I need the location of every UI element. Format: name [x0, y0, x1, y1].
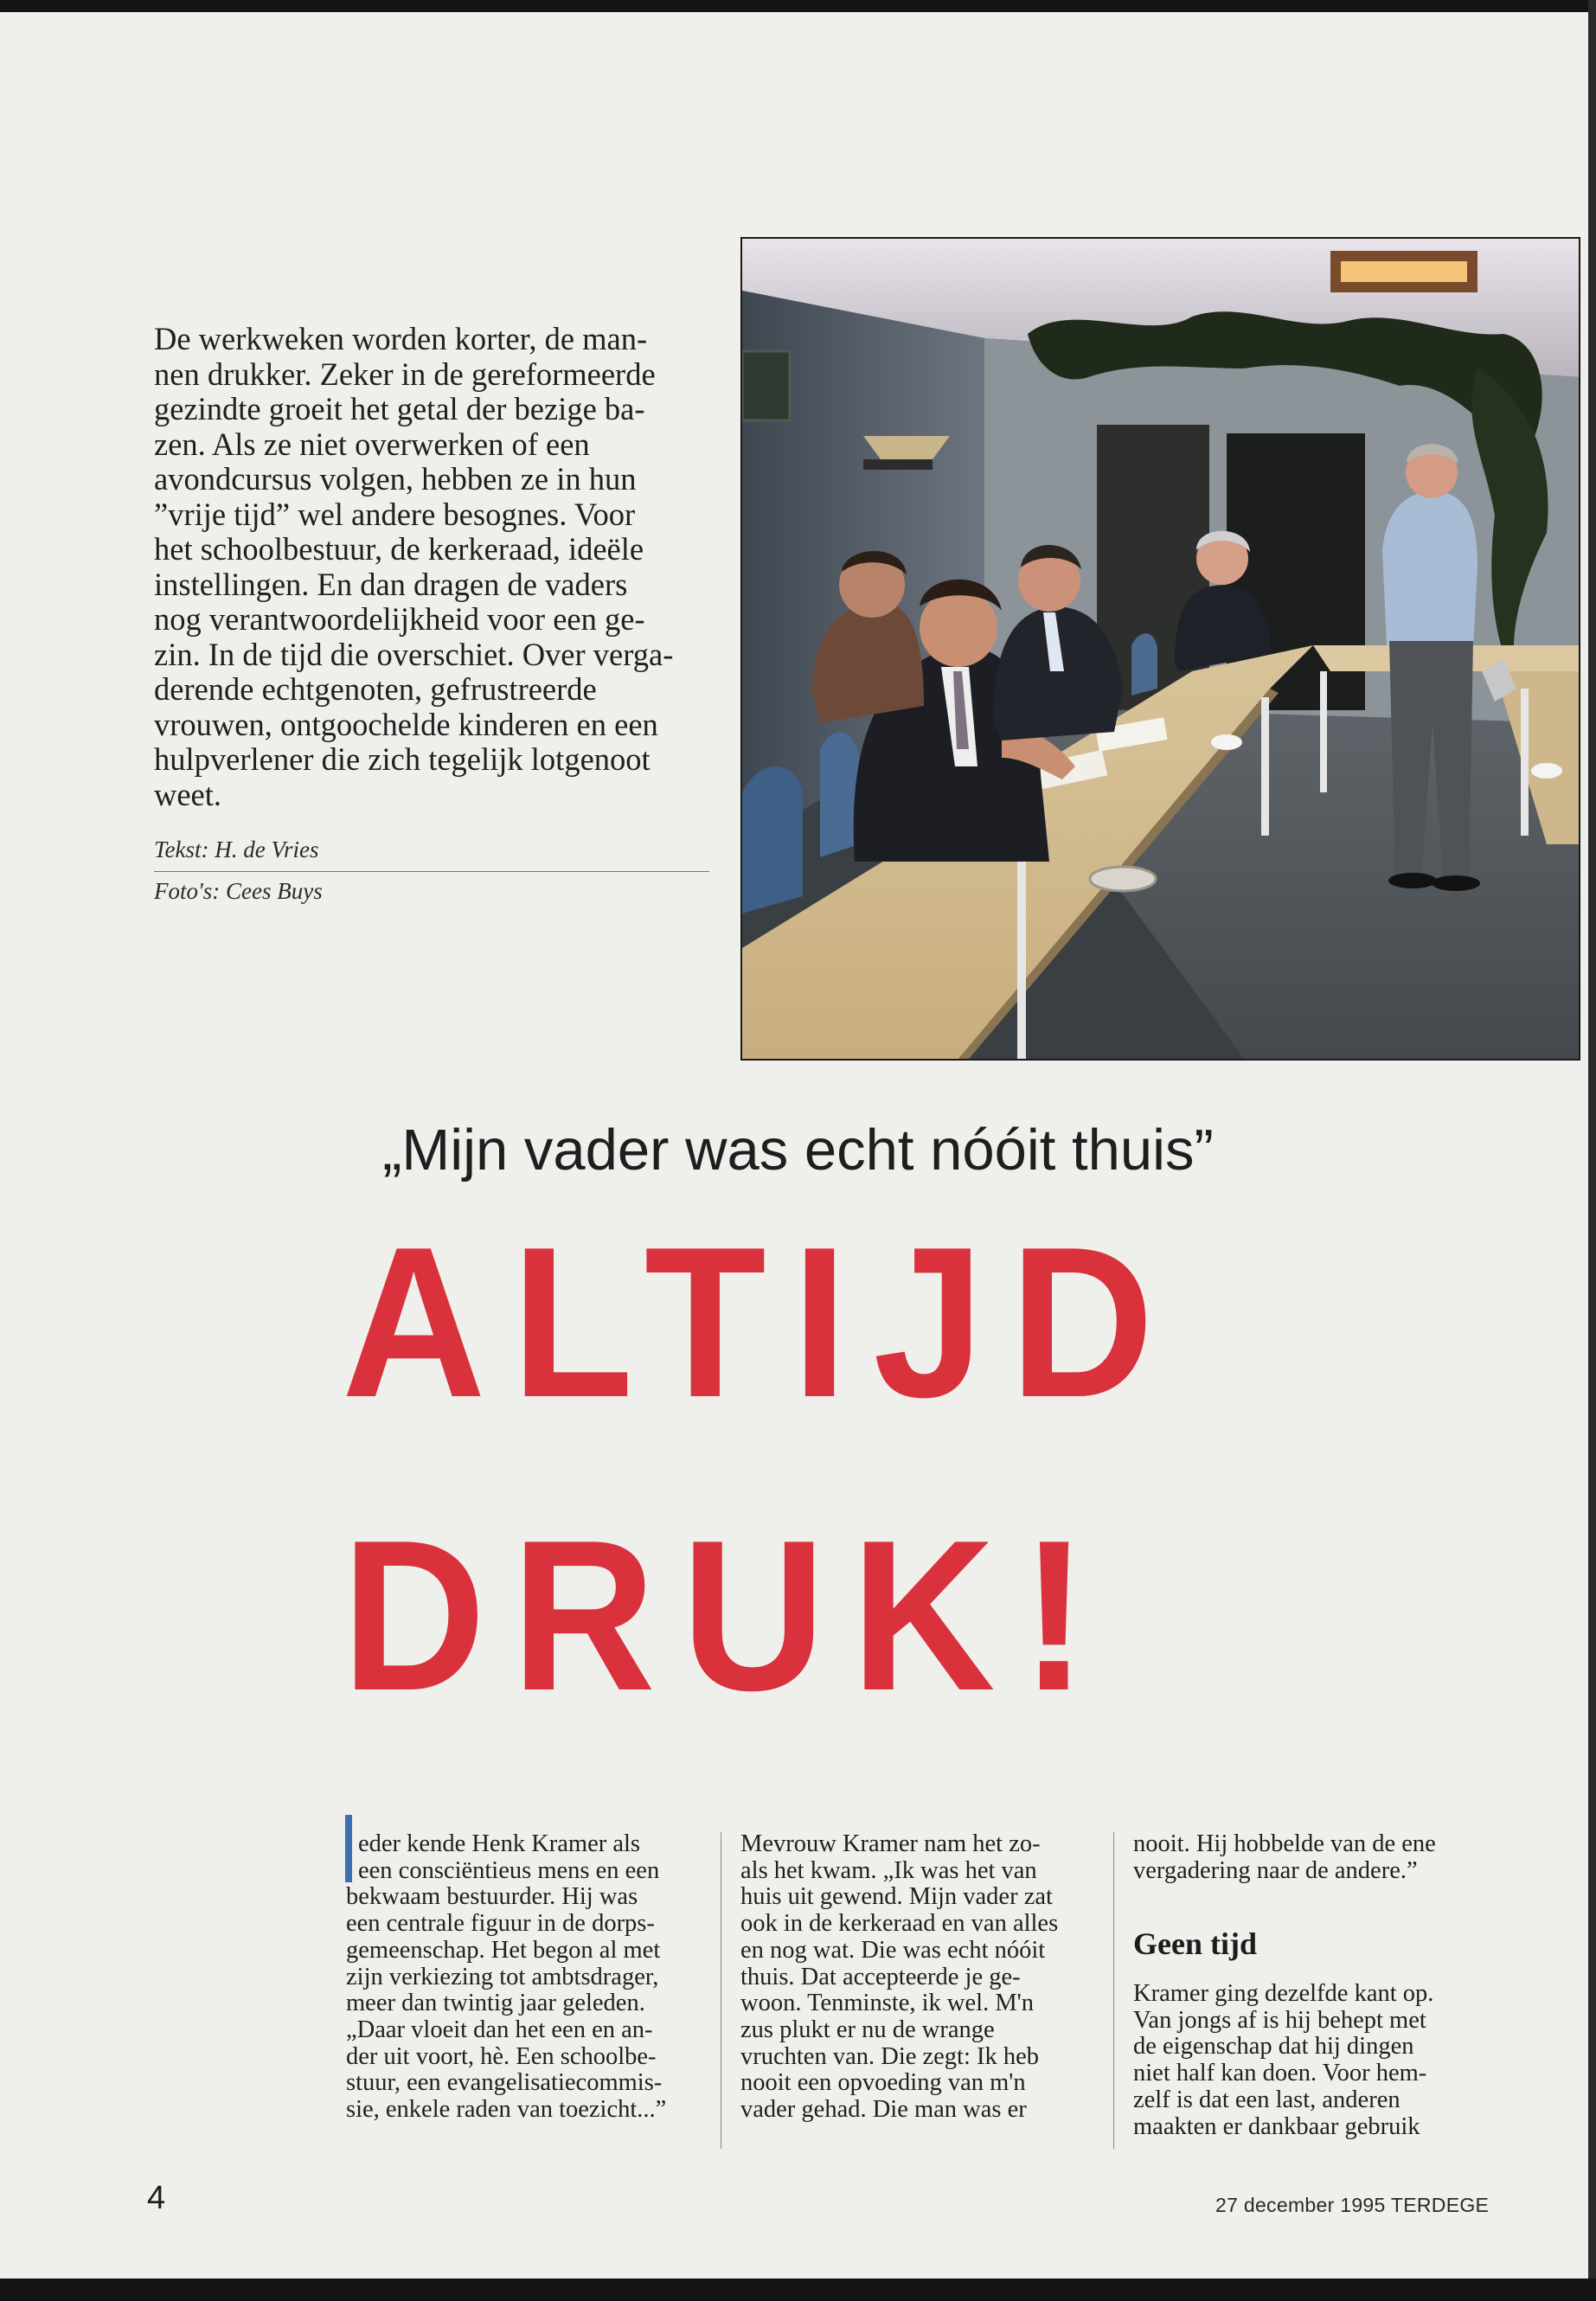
body-line: ook in de kerkeraad en van alles	[740, 1910, 1059, 1938]
body-line: en nog wat. Die was echt nóóit	[740, 1936, 1046, 1964]
page-number: 4	[147, 2180, 166, 2216]
text-credit: Tekst: H. de Vries	[154, 836, 319, 862]
intro-paragraph	[154, 322, 708, 812]
body-line: nooit. Hij hobbelde van de ene	[1133, 1830, 1436, 1857]
body-line: thuis. Dat accepteerde je ge-	[740, 1963, 1021, 1990]
body-column-3-continued	[1133, 1981, 1497, 2140]
section-heading: Geen tijd	[1133, 1926, 1257, 1961]
body-line: als het kwam. „Ik was het van	[740, 1856, 1037, 1884]
intro-line: nen drukker. Zeker in de gereformeerde	[154, 356, 656, 392]
intro-line: weet.	[154, 776, 222, 812]
body-line: „Daar vloeit dan het een en an-	[346, 2016, 653, 2043]
issue-footer: 27 december 1995 TERDEGE	[1215, 2194, 1490, 2216]
intro-line: gezindte groeit het getal der bezige ba-	[154, 391, 645, 426]
body-line: zelf is dat een last, anderen	[1133, 2086, 1401, 2113]
body-line: meer dan twintig jaar geleden.	[346, 1990, 645, 2017]
body-line: woon. Tenminste, ik wel. M'n	[740, 1990, 1035, 2017]
top-border	[0, 0, 1596, 12]
body-line: gemeenschap. Het begon al met	[346, 1936, 661, 1964]
body-line: Van jongs af is hij behept met	[1133, 2006, 1426, 2034]
body-line: de eigenschap dat hij dingen	[1133, 2033, 1414, 2061]
intro-line: nog verantwoordelijkheid voor een ge-	[154, 601, 645, 637]
body-line: zijn verkiezing tot ambtsdrager,	[346, 1963, 659, 1990]
body-line: vergadering naar de andere.”	[1133, 1856, 1418, 1884]
body-column-3	[1133, 1831, 1497, 1884]
photo-credit: Foto's: Cees Buys	[154, 878, 323, 904]
body-line: eder kende Henk Kramer als	[358, 1830, 641, 1857]
body-line: maakten er dankbaar gebruik	[1133, 2112, 1420, 2140]
column-divider	[1113, 1832, 1114, 2149]
body-column-1	[346, 1831, 708, 2124]
intro-line: zin. In de tijd die overschiet. Over verga-	[154, 636, 674, 672]
body-line: huis uit gewend. Mijn vader zat	[740, 1883, 1053, 1911]
intro-line: instellingen. En dan dragen de vaders	[154, 566, 628, 602]
body-line: Mevrouw Kramer nam het zo-	[740, 1830, 1041, 1857]
body-line: een centrale figuur in de dorps-	[346, 1910, 655, 1938]
intro-line: zen. Als ze niet overwerken of een	[154, 426, 590, 462]
body-line: zus plukt er nu de wrange	[740, 2016, 995, 2043]
headline-line-1: ALTIJD	[342, 1202, 1180, 1442]
body-line: vruchten van. Die zegt: Ik heb	[740, 2042, 1040, 2070]
article-subtitle: „Mijn vader was echt nóóit thuis”	[382, 1118, 1214, 1183]
body-line: nooit een opvoeding van m'n	[740, 2069, 1026, 2097]
intro-line: De werkweken worden korter, de man-	[154, 321, 648, 356]
body-line: der uit voort, hè. Een schoolbe-	[346, 2042, 657, 2070]
body-line: niet half kan doen. Voor hem-	[1133, 2060, 1427, 2087]
body-line: sie, enkele raden van toezicht...”	[346, 2096, 667, 2124]
intro-line: derende echtgenoten, gefrustreerde	[154, 671, 597, 707]
body-line: vader gehad. Die man was er	[740, 2096, 1027, 2124]
credit-divider	[154, 871, 709, 872]
body-line: stuur, een evangelisatiecommis-	[346, 2069, 663, 2097]
body-line: Kramer ging dezelfde kant op.	[1133, 1980, 1434, 2007]
meeting-photo-illustration	[742, 239, 1579, 1059]
body-column-2	[740, 1831, 1095, 2124]
meeting-photo	[740, 237, 1580, 1061]
intro-line: het schoolbestuur, de kerkeraad, ideële	[154, 531, 644, 567]
headline-line-2: DRUK!	[342, 1495, 1113, 1735]
intro-line: hulpverlener die zich tegelijk lotgenoot	[154, 741, 651, 777]
intro-line: avondcursus volgen, hebben ze in hun	[154, 461, 637, 497]
body-line: een consciëntieus mens en een	[358, 1856, 660, 1884]
bottom-border	[0, 2279, 1596, 2301]
intro-line: ”vrije tijd” wel andere besognes. Voor	[154, 496, 636, 532]
body-line: bekwaam bestuurder. Hij was	[346, 1883, 638, 1911]
intro-line: vrouwen, ontgoochelde kinderen en een	[154, 706, 658, 742]
